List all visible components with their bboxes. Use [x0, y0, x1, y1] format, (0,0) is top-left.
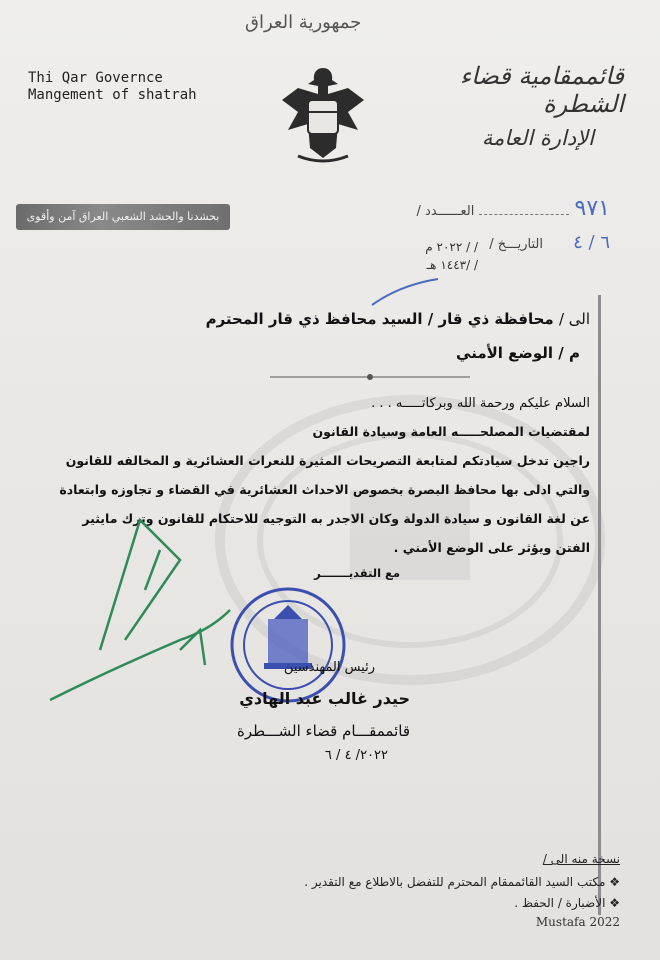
- body-line: عن لغة القانون و سيادة الدولة وكان الاجدر به التوجيه للاحتكام للقانون وترك مايثير: [82, 511, 590, 526]
- footer-credit: Mustafa 2022: [535, 915, 620, 929]
- margin-rule: [598, 295, 601, 915]
- english-header: [28, 70, 197, 104]
- copy-item: [304, 875, 620, 889]
- greeting: السلام عليكم ورحمة الله وبركاتـــــه . . .: [371, 396, 590, 411]
- blue-pen-mark: [370, 275, 440, 315]
- closing: مع التقديـــــــر: [314, 566, 400, 580]
- signer-position: قائممقـــام قضاء الشـــطرة: [237, 722, 410, 740]
- copy-item: [514, 896, 620, 910]
- signer-title: رئيس المهندسين: [283, 660, 375, 675]
- english-header-line2: Mangement of shatrah: [28, 87, 197, 103]
- english-header-line1: Thi Qar Governce: [28, 70, 163, 86]
- body-line: والتي ادلى بها محافظ البصرة بخصوص الاحداث العشائرية في القضاء و تجاوزه وابتعادة: [59, 482, 590, 497]
- office-line2: الإدارة العامة: [481, 126, 594, 150]
- bullet-icon: ❖: [605, 875, 620, 889]
- addressee-prefix: الى /: [558, 310, 590, 328]
- hijri-date: / /١٤٤٣ هـ: [426, 258, 478, 272]
- copy-item-text: مكتب السيد القائممقام المحترم للتفضل بالاطلاع مع التقدير .: [304, 875, 606, 889]
- date-lines: [388, 238, 478, 274]
- reference-date-label: التاريـــخ /: [489, 237, 543, 252]
- iraq-eagle-emblem: [278, 60, 368, 170]
- addressee-text: محافظة ذي قار / السيد محافظ ذي قار المحترم: [205, 310, 554, 328]
- signer-name: حيدر غالب عبد الهادي: [239, 689, 410, 708]
- handwritten-signature: [30, 500, 260, 730]
- copy-item-text: الأضبارة / الحفظ .: [514, 896, 606, 910]
- reference-date: [489, 232, 610, 253]
- slogan-banner: بحشدنا والحشد الشعبي العراق آمن وأقوى: [16, 204, 230, 230]
- reference-number-label: العــــــدد /: [416, 204, 475, 219]
- office-line1: قائممقامية قضاء الشطرة: [459, 62, 624, 118]
- issuing-office: [374, 62, 624, 150]
- reference-number-value: ٩٧١: [574, 196, 610, 221]
- bullet-icon: ❖: [605, 896, 620, 910]
- gregorian-date: / / ٢٠٢٢ م: [425, 240, 478, 254]
- signature-date: ٢٠٢٢/ ٤ / ٦: [324, 748, 388, 763]
- subject-line: م / الوضع الأمني: [456, 344, 580, 362]
- body-line: لمقتضيات المصلحـــــه العامة وسيادة القانون: [312, 424, 590, 439]
- reference-date-value: ٦ / ٤: [573, 232, 610, 253]
- copies-heading: نسخة منه الى /: [542, 852, 620, 866]
- reference-number: [417, 196, 610, 221]
- republic-calligraphy: جمهورية العراق: [245, 12, 362, 33]
- divider-ornament: [270, 372, 470, 382]
- body-line: راجين تدخل سيادتكم لمتابعة التصريحات المثيرة للنعرات العشائرية و المخالفه للقانون: [65, 453, 590, 468]
- body-line: الفتن ويؤثر على الوضع الأمني .: [393, 540, 590, 555]
